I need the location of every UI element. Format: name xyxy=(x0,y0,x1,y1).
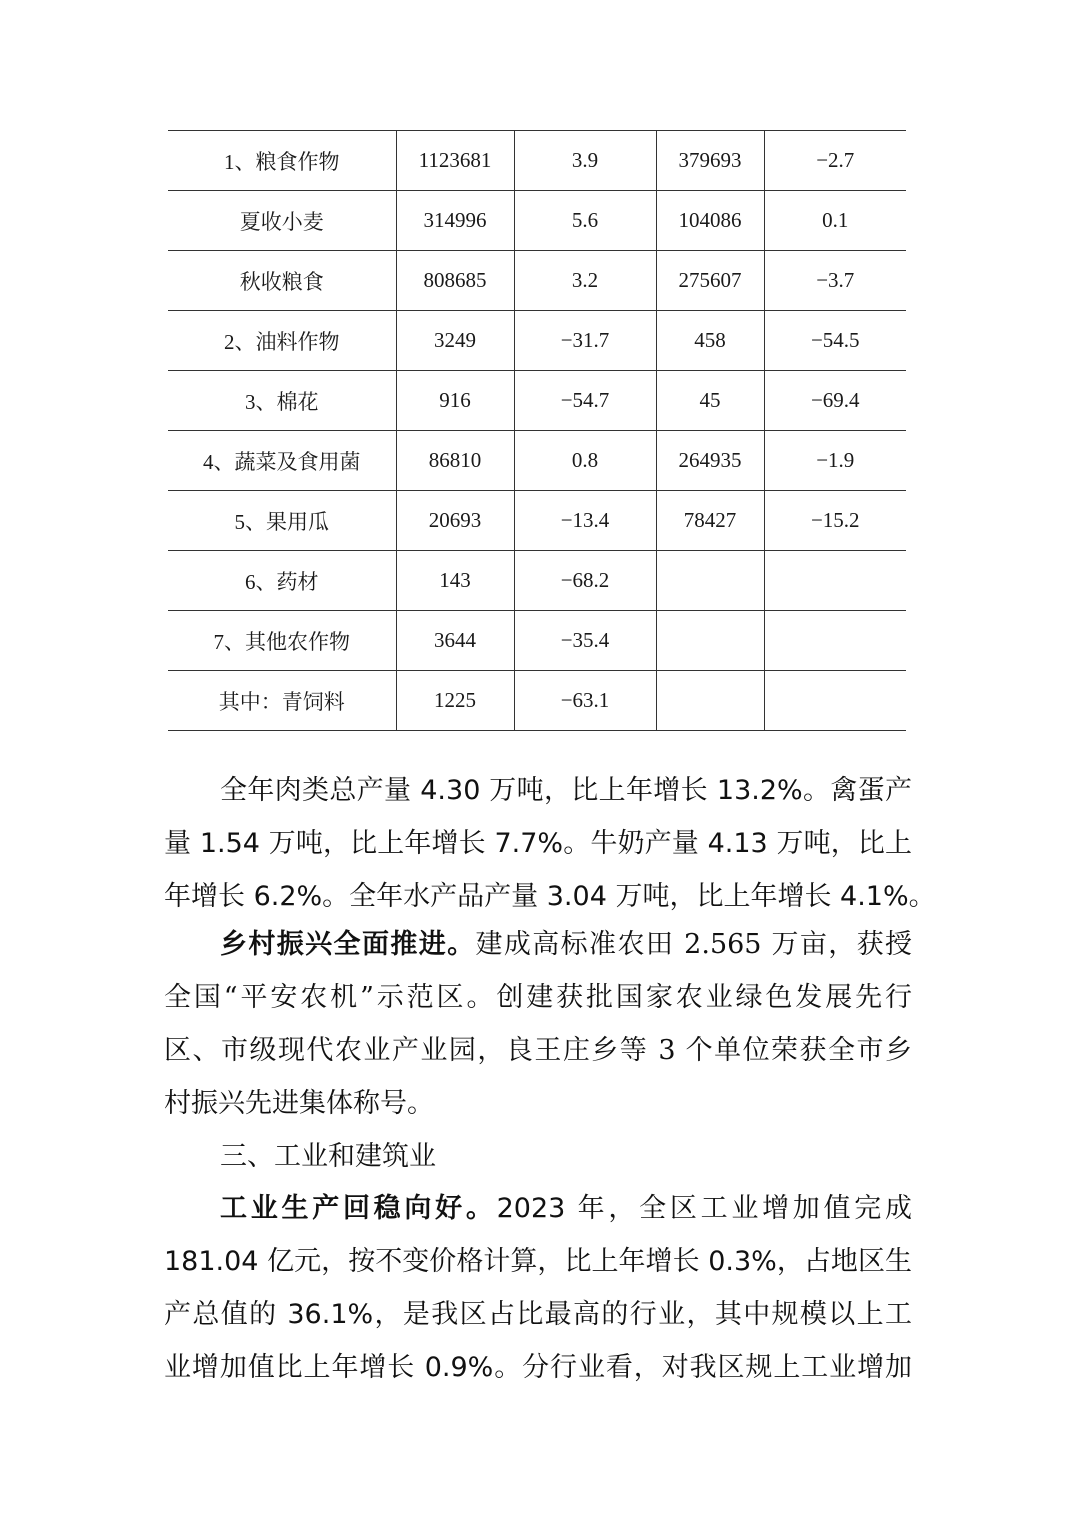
output-growth: −15.2 xyxy=(764,491,906,551)
row-label: 2、油料作物 xyxy=(168,311,396,371)
paragraph-line: 业增加值比上年增长 0.9%。分行业看，对我区规上工业增加 xyxy=(164,1352,912,1383)
area-value: 3644 xyxy=(396,611,514,671)
rural-revitalization-paragraph xyxy=(164,918,912,1130)
area-growth: 5.6 xyxy=(514,191,656,251)
output-growth: 0.1 xyxy=(764,191,906,251)
paragraph-text: 建成高标准农田 2.565 万亩，获授 xyxy=(475,929,913,960)
output-value: 264935 xyxy=(656,431,764,491)
area-growth: −68.2 xyxy=(514,551,656,611)
area-value: 3249 xyxy=(396,311,514,371)
table-row xyxy=(168,491,906,551)
table-row xyxy=(168,551,906,611)
row-label: 秋收粮食 xyxy=(168,251,396,311)
row-label: 3、棉花 xyxy=(168,371,396,431)
output-growth xyxy=(764,551,906,611)
output-value: 379693 xyxy=(656,131,764,191)
area-growth: 3.9 xyxy=(514,131,656,191)
area-value: 1225 xyxy=(396,671,514,731)
row-label: 7、其他农作物 xyxy=(168,611,396,671)
table-row xyxy=(168,191,906,251)
output-value: 104086 xyxy=(656,191,764,251)
row-label: 1、粮食作物 xyxy=(168,131,396,191)
table-row xyxy=(168,311,906,371)
area-growth: 3.2 xyxy=(514,251,656,311)
area-value: 808685 xyxy=(396,251,514,311)
area-value: 1123681 xyxy=(396,131,514,191)
table-row xyxy=(168,371,906,431)
output-growth: −2.7 xyxy=(764,131,906,191)
output-growth xyxy=(764,671,906,731)
paragraph-line: 产总值的 36.1%，是我区占比最高的行业，其中规模以上工 xyxy=(164,1299,912,1330)
output-growth xyxy=(764,611,906,671)
row-label: 5、果用瓜 xyxy=(168,491,396,551)
paragraph-text: 2023 年，全区工业增加值完成 xyxy=(496,1193,913,1224)
output-value xyxy=(656,611,764,671)
output-growth: −54.5 xyxy=(764,311,906,371)
paragraph-line: 年增长 6.2%。全年水产品产量 3.04 万吨，比上年增长 4.1%。 xyxy=(164,881,936,912)
paragraph-line xyxy=(164,1182,912,1235)
table-row xyxy=(168,251,906,311)
area-value: 20693 xyxy=(396,491,514,551)
paragraph-line: 全年肉类总产量 4.30 万吨，比上年增长 13.2%。禽蛋产 xyxy=(220,775,912,806)
section-heading: 三、工业和建筑业 xyxy=(220,1141,436,1172)
table-row xyxy=(168,611,906,671)
output-growth: −3.7 xyxy=(764,251,906,311)
output-value: 78427 xyxy=(656,491,764,551)
output-growth: −1.9 xyxy=(764,431,906,491)
table-body xyxy=(168,131,906,731)
table-row xyxy=(168,671,906,731)
paragraph-line xyxy=(164,918,912,971)
output-value xyxy=(656,671,764,731)
industry-paragraph xyxy=(164,1182,912,1394)
paragraph-line: 村振兴先进集体称号。 xyxy=(164,1088,434,1119)
area-growth: −13.4 xyxy=(514,491,656,551)
output-value: 275607 xyxy=(656,251,764,311)
paragraph-line: 量 1.54 万吨，比上年增长 7.7%。牛奶产量 4.13 万吨，比上 xyxy=(164,828,912,859)
output-growth: −69.4 xyxy=(764,371,906,431)
area-growth: −63.1 xyxy=(514,671,656,731)
row-label: 夏收小麦 xyxy=(168,191,396,251)
row-label: 4、蔬菜及食用菌 xyxy=(168,431,396,491)
area-value: 143 xyxy=(396,551,514,611)
table-row xyxy=(168,431,906,491)
row-label: 6、药材 xyxy=(168,551,396,611)
table-row xyxy=(168,131,906,191)
paragraph-lead: 乡村振兴全面推进。 xyxy=(220,929,476,960)
crop-production-table xyxy=(168,130,906,731)
area-value: 86810 xyxy=(396,431,514,491)
output-value xyxy=(656,551,764,611)
area-growth: −54.7 xyxy=(514,371,656,431)
area-growth: −31.7 xyxy=(514,311,656,371)
row-label: 其中：青饲料 xyxy=(168,671,396,731)
area-value: 916 xyxy=(396,371,514,431)
area-value: 314996 xyxy=(396,191,514,251)
paragraph-line: 全国“平安农机”示范区。创建获批国家农业绿色发展先行 xyxy=(164,982,912,1013)
paragraph-line: 181.04 亿元，按不变价格计算，比上年增长 0.3%，占地区生 xyxy=(164,1246,912,1277)
output-value: 45 xyxy=(656,371,764,431)
area-growth: 0.8 xyxy=(514,431,656,491)
area-growth: −35.4 xyxy=(514,611,656,671)
output-value: 458 xyxy=(656,311,764,371)
livestock-paragraph xyxy=(164,764,936,923)
paragraph-line: 区、市级现代农业产业园，良王庄乡等 3 个单位荣获全市乡 xyxy=(164,1035,912,1066)
paragraph-lead: 工业生产回稳向好。 xyxy=(220,1193,497,1224)
